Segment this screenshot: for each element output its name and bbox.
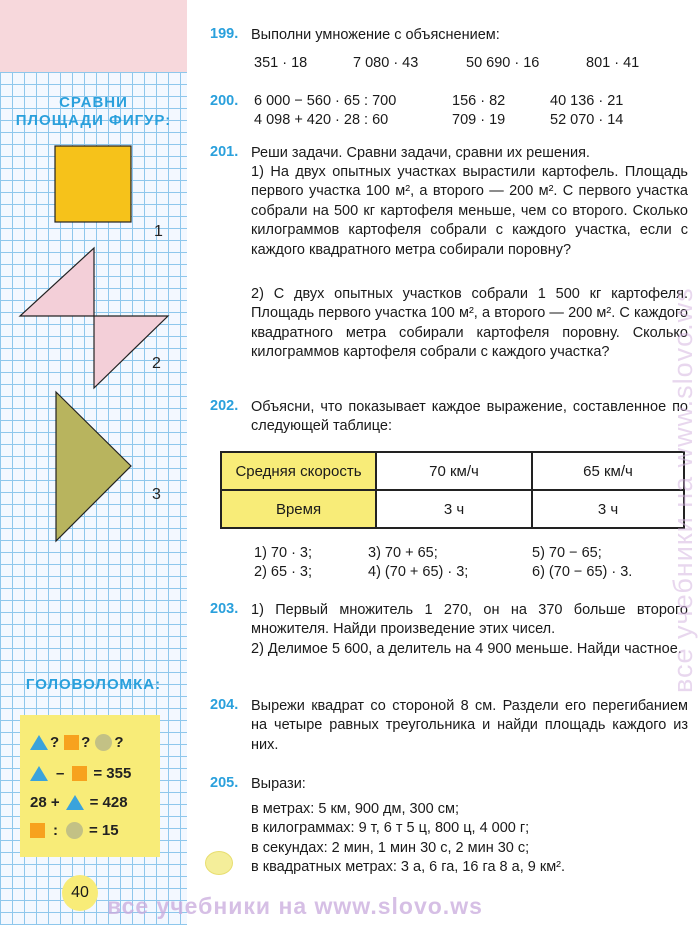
figure-2-triangle-bottom: [94, 316, 168, 388]
task-201-problem-2: 2) С двух опытных участков собрали 1 500 кг картофеля. Площадь первого участка 100 м², а второго — 200 м². С каждого квадратного метра собирали картофеля поровну. Сколько килограммов картофеля собрали с каждого участка?: [251, 286, 688, 361]
task-202-expr: 3) 70 + 65;: [368, 545, 438, 561]
task-205-line: в метрах: 5 км, 900 дм, 300 см;: [251, 801, 459, 817]
task-205-line: в квадратных метрах: 3 а, 6 га, 16 га 8 а, 9 км².: [251, 859, 566, 875]
task-200-expr: 4 098 + 420 · 28 : 60: [254, 112, 389, 128]
sidebar-pink-band: [0, 0, 187, 72]
equation-result: = 428: [89, 793, 128, 811]
task-199-number: 199.: [210, 26, 239, 42]
task-199-expr: 50 690 · 16: [466, 55, 540, 71]
table-header-speed: Средняя скорость: [222, 453, 377, 491]
task-205-text: Вырази:: [251, 776, 306, 792]
equation-result: = 15: [89, 821, 119, 839]
table-cell: 70 км/ч: [377, 453, 533, 491]
task-203-problem-2: 2) Делимое 5 600, а делитель на 4 900 меньше. Найди частное.: [251, 641, 682, 657]
watermark-vertical: все учебники на www.slovo.ws: [668, 287, 698, 693]
question-mark: ?: [50, 733, 60, 751]
task-202-expr: 2) 65 · 3;: [254, 564, 313, 580]
puzzle-row-4: [30, 819, 119, 841]
figure-1-square: [55, 146, 131, 222]
task-200-number: 200.: [210, 93, 239, 109]
task-205-line: в секундах: 2 мин, 1 мин 30 с, 2 мин 30 с;: [251, 840, 530, 856]
puzzle-heading: ГОЛОВОЛОМКА:: [25, 676, 162, 693]
question-mark: ?: [114, 733, 124, 751]
task-202-number: 202.: [210, 398, 239, 414]
task-200-expr: 40 136 · 21: [550, 93, 624, 109]
equation-result: = 355: [93, 764, 132, 782]
table-header-time: Время: [222, 491, 377, 527]
yellow-marker: [205, 851, 233, 875]
figure-label-3: 3: [152, 486, 161, 503]
task-205-line: в килограммах: 9 т, 6 т 5 ц, 800 ц, 4 000 г;: [251, 820, 530, 836]
task-199-text: Выполни умножение с объяснением:: [251, 27, 500, 43]
task-202-text: Объясни, что показывает каждое выражение, составленное по следующей таблице:: [251, 399, 688, 435]
task-199-expr: 7 080 · 43: [353, 55, 419, 71]
page-number: 40: [62, 875, 98, 911]
table-cell: 65 км/ч: [533, 453, 683, 491]
task-204-number: 204.: [210, 697, 239, 713]
task-201-number: 201.: [210, 144, 239, 160]
task-200-expr: 156 · 82: [452, 93, 506, 109]
task-201-text: Реши задачи. Сравни задачи, сравни их решения.: [251, 145, 590, 161]
task-200-expr: 52 070 · 14: [550, 112, 624, 128]
circle-icon: [66, 822, 83, 839]
figure-label-1: 1: [154, 223, 163, 240]
task-202-expr: 4) (70 + 65) · 3;: [368, 564, 469, 580]
task-199-expr: 351 · 18: [254, 55, 308, 71]
task-204-text: Вырежи квадрат со стороной 8 см. Раздели его перегибанием на четыре равных треугольника и найди площадь каждого из них.: [251, 698, 688, 753]
task-203-number: 203.: [210, 601, 239, 617]
table-cell: 3 ч: [377, 491, 533, 527]
square-icon: [72, 766, 87, 781]
compare-heading-line1: СРАВНИ: [59, 94, 128, 111]
question-mark: ?: [81, 733, 91, 751]
task-203-problem-1: 1) Первый множитель 1 270, он на 370 больше второго множителя. Найди произведение этих чисел.: [251, 602, 688, 638]
puzzle-box: [20, 715, 160, 857]
task-199-expr: 801 · 41: [586, 55, 640, 71]
puzzle-row-2: [30, 762, 131, 784]
compare-heading-line2: ПЛОЩАДИ ФИГУР:: [15, 112, 172, 129]
triangle-icon: [30, 766, 48, 781]
circle-icon: [95, 734, 112, 751]
task-200-expr: 6 000 − 560 · 65 : 700: [254, 93, 397, 109]
square-icon: [30, 823, 45, 838]
watermark-bottom: все учебники на www.slovo.ws: [107, 893, 483, 919]
figure-2-triangle-top: [20, 248, 94, 316]
task-202-expr: 6) (70 − 65) · 3.: [532, 564, 633, 580]
figure-label-2: 2: [152, 355, 161, 372]
puzzle-row-3: [30, 791, 128, 813]
triangle-icon: [66, 795, 84, 810]
task-202-expr: 5) 70 − 65;: [532, 545, 602, 561]
divide-sign: :: [53, 821, 58, 839]
equation-left: 28 +: [30, 793, 60, 811]
task-205-number: 205.: [210, 775, 239, 791]
square-icon: [64, 735, 79, 750]
minus-sign: –: [56, 764, 65, 782]
task-202-expr: 1) 70 · 3;: [254, 545, 313, 561]
puzzle-row-1: [30, 731, 124, 753]
triangle-icon: [30, 735, 48, 750]
figure-3-triangle: [56, 392, 131, 541]
task-200-expr: 709 · 19: [452, 112, 506, 128]
task-201-problem-1: 1) На двух опытных участках вырастили картофель. Площадь первого участка 100 м², а второго — 200 м². С первого участка собрали на 500 кг картофеля меньше, чем со второго. Сколько килограммов картофеля собрали с каждого участка, если с каждого квадратного метра собирали поровну?: [251, 164, 688, 258]
table-cell: 3 ч: [597, 500, 619, 518]
speed-time-table: [220, 451, 685, 529]
